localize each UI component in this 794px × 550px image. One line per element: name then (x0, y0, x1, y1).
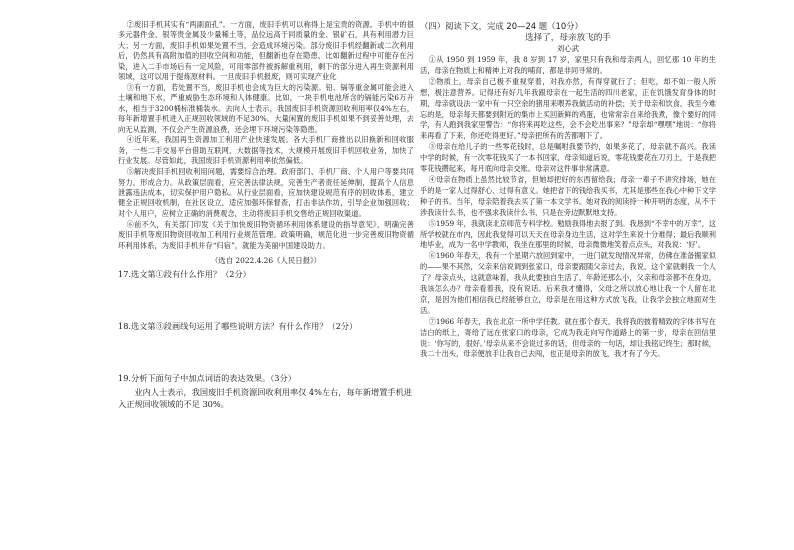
article-paragraph-5: ⑤1959 年，我就读北京师范专科学校。勉励我得地去报了到。我恳到“不幸中的万幸”，这所学校就在市内，因此我觉得可以天天在母亲身边生活，这对学生来说十分难得；最后我顺利地毕业，成为一名中学教师，我坐在那里的时候，母亲微微地笑着点点头，对我说：‘好’。 (420, 218, 716, 250)
answer-space-18 (118, 332, 414, 372)
reading-section-four (420, 20, 716, 360)
question-17: 17.选文第①段有什么作用？（2分） (118, 268, 251, 279)
article-paragraph-7: ⑦1966 年春天，我在北京一所中学任教。就在那个春天，我将我的披着精致的字体书写在洁白的纸上，寄给了远在张家口的母亲，它成为我走向写作道路上的第一步，母亲在回信里说：‘你写的，很好。’母亲从来不会说过多的话，但母亲的一句话，却让我铭记终生；那时候，我二十出头，母亲便放手让我自己去闯，也正是母亲的放飞，我才有了今天。 (420, 316, 716, 359)
article-paragraph-1: ①从 1950 到 1959 年，我 8 岁到 17 岁，家里只有我和母亲两人，回忆那 10 年的生活，母亲在物质上和精神上对我的哺育，都是非同寻常的。 (420, 55, 716, 75)
passage-source: （选自 2022.4.26《人民日报》） (210, 255, 322, 265)
article-paragraph-2: ②物质上，母亲自己极不重视穿着，对我亦然，有得穿就行了；但吃，却不如一般人所想，极注意营养。记得还有好几年我跟母亲在一起生活的四川老家，正在饥饿发育身体的时期，母亲就设法一家中有一只空余的猪用来喂养我做活动的补偿；关于母亲和饮食，我至今难忘的是，母亲每天都要到附近的集市上买回新鲜的鸡蛋，也常常亲自来给我煮，像个要好的同学，有人跑到我家里警告：“你将来再吃这些，会不会吃出事来？”母亲却“嘿嘿”地说：“你将来再看了下来，你还吃得更好。”母亲把所有的苦都咽下了。 (420, 76, 716, 141)
article-title: 选择了，母亲放飞的手 (525, 33, 611, 43)
article-author: 刘心武 (556, 44, 580, 53)
section-heading: （四）阅读下文，完成 20—24 题（10分） (420, 21, 583, 31)
passage-paragraph-3: ③有一方面，若处置不当，废旧手机也会成为巨大的污染源。铅、镉等重金属可能会进入土壤和地下水，严重威胁生态环境和人体健康。比如，一块手机电池所含的镉能污染6万升水，相当于3200桶标准桶装水。去向人士表示，我国废旧手机资源回收利用率仅4%左右，每年新增置手机进入正规回收领域的不足30%。大量闲置的废旧手机如果不到妥善处理，去向无从监测，不仅会产生资源浪费，还会埋下环境污染等隐患。 (118, 82, 414, 134)
question-19: 19.分析下面句子中加点词语的表达效果。（3分） (118, 372, 296, 383)
question-18: 18.选文第③段画线句运用了哪些说明方法？有什么作用？（2分） (118, 320, 358, 331)
passage-paragraph-6: ⑥前不久，有关部门印发《关于加快废旧物资循环利用体系建设的指导意见》，明确完善废旧手机等废旧物资回收加工利用行业规范管理。政策明确，规范化进一步完善废旧物资循环利用体系，为废旧手机并存“归宿”，就能为美丽中国建设助力。 (118, 219, 414, 250)
article-paragraph-4: ④母亲在物质上虽然比较节省，但她却把好的东西留给我；母亲一辈子不讲究排场，她在乎的是一家人过得舒心、过得有意义。她把省下的钱给我买书，尤其是那些在我心中种下文学种子的书。当年，母亲陪着我去买了第一本文学书。她对我的阅读持一种开明的态度，从不干涉我读什么书，也不强求我读什么书，只是在旁边默默地支持。 (420, 174, 716, 217)
article-paragraph-3: ③母亲在给儿子的一些零花钱时，总是嘱咐我要节约，如果多花了，母亲就不高兴。我读中学的时候，有一次零花钱买了一本书回家，母亲知道后说，零花钱要花在刀刃上，于是我把零花钱攒起来，每月底向母亲交账。母亲对这件事非常满意。 (420, 142, 716, 174)
answer-space-17 (118, 280, 414, 320)
reading-passage-column (118, 20, 414, 410)
question-19-quote: 业内人士表示，我国废旧手机资源回收利用率仅 4%左右，每年新增置手机进入正规回收领域的不足 30%。 (118, 386, 412, 409)
passage-paragraph-2: ②废旧手机其实有“两副面孔”。一方面，废旧手机可以称得上是宝贵的资源。手机中的很多元器件金、银等贵金属及少量稀土等，品位远高于同质量的金、银矿石，具有利用潜力巨大；另一方面，废旧手机如果处置不当，会造成环境污染。部分废旧手机经翻新或二次利用后，仍然具有高附加值的回收空间和功能，但翻新也存在隐患，比如翻新过程中可能存在污染，进入二手市场后有一定风险，可用零部件被拆解重利用，剩下的部分进入再生资源利用领域，这可以用于提炼原材料。一旦废旧手机报废，则可实现产业化 (118, 20, 414, 82)
article-paragraph-6: ⑥1960 年春天，我有一个星期六放回到家中，一进门就发现情况异常，仿佛在准备搬家似的——果不其然，父亲来信说调到张家口，母亲要跟随父亲过去，我说，这个家就剩我一个人了？母亲点头，这就意味着，我从此要独自生活了，年龄还那么小，父亲和母亲都不在身边，我该怎么办？母亲看着我，没有说话。后来我才懂得，父母之所以放心地让我一个人留在北京，是因为他们相信我已经能够自立，母亲是在用这种方式放飞我，让我学会独立地面对生活。 (420, 251, 716, 315)
passage-paragraph-4: ④近年来，我国再生资源加工利用产业快速发展。各大手机厂商推出以旧换新和回收服务，一些二手交易平台借助互联网、大数据等技术，大规模开展废旧手机回收业务，加快了行业发展。尽管如此，我国废旧手机资源利用率依然偏低。 (118, 135, 414, 166)
passage-paragraph-5: ⑤解决废旧手机回收利用问题，需要综合治理。政府部门、手机厂商、个人用户等要共同努力，形成合力。从政策层面看，应完善法律法规，完善生产者责任延伸制，提高个人信息泄露违法成本，切实保护用户隐私。从行业层面看，应加快建设规范有序的回收体系，建立健全正规回收机制，在社区设立，适应加强环保督查，打击非法作坊，引导企业加强回收；对个人用户，应树立正确的消费观念，主动将废旧手机交售给正规回收渠道。 (118, 167, 414, 218)
